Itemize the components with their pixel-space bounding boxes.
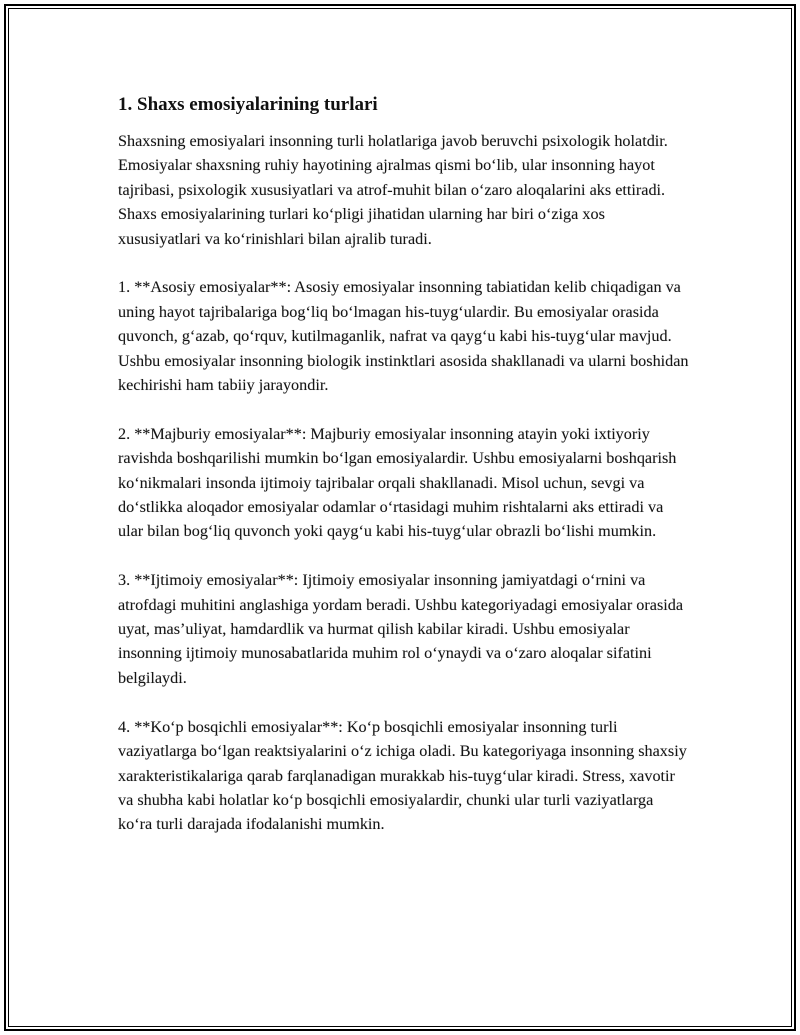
- paragraph-mandatory-emotions: 2. **Majburiy emosiyalar**: Majburiy emosiyalar insonning atayin yoki ixtiyoriy ravishda boshqarilishi mumkin bo‘lgan emosiyalardir. Ushbu emosiyalarni boshqarish ko‘nikmalari insonda ijtimoiy tajribalar orqali shakllanadi. Misol uchun, sevgi va do‘stlikka aloqador emosiyalar odamlar o‘rtasidagi muhim rishtalarni aks ettiradi va ular bilan bog‘liq quvonch yoki qayg‘u kabi his-tuyg‘ular obrazli bo‘lishi mumkin.: [118, 424, 677, 541]
- document-body: [118, 93, 690, 861]
- section-heading: 1. Shaxs emosiyalarining turlari: [118, 94, 378, 115]
- paragraph-basic-emotions: 1. **Asosiy emosiyalar**: Asosiy emosiyalar insonning tabiatidan kelib chiqadigan va uning hayot tajribalariga bog‘liq bo‘lmagan his-tuyg‘ulardir. Bu emosiyalar orasida quvonch, g‘azab, qo‘rquv, kutilmaganlik, nafrat va qayg‘u kabi his-tuyg‘ular mavjud. Ushbu emosiyalar insonning biologik instinktlari asosida shakllanadi va ularni boshidan kechirishi ham tabiiy jarayondir.: [118, 278, 689, 395]
- paragraph-social-emotions: 3. **Ijtimoiy emosiyalar**: Ijtimoiy emosiyalar insonning jamiyatdagi o‘rnini va atrofdagi muhitini anglashiga yordam beradi. Ushbu kategoriyadagi emosiyalar orasida uyat, mas’uliyat, hamdardlik va hurmat qilish kabilar kiradi. Ushbu emosiyalar insonning ijtimoiy munosabatlarida muhim rol o‘ynaydi va o‘zaro aloqalar sifatini belgilaydi.: [118, 571, 684, 687]
- paragraph-multistage-emotions: 4. **Ko‘p bosqichli emosiyalar**: Ko‘p bosqichli emosiyalar insonning turli vaziyatlarga bo‘lgan reaktsiyalarini o‘z ichiga oladi. Bu kategoriyaga insonning shaxsiy xarakteristikalariga qarab farqlanadigan murakkab his-tuyg‘ular kiradi. Stress, xavotir va shubha kabi holatlar ko‘p bosqichli emosiyalardir, chunki ular turli vaziyatlarga ko‘ra turli darajada ifodalanishi mumkin.: [118, 717, 687, 834]
- intro-paragraph: Shaxsning emosiyalari insonning turli holatlariga javob beruvchi psixologik holatdir. Emosiyalar shaxsning ruhiy hayotining ajralmas qismi bo‘lib, ular insonning hayot tajribasi, psixologik xususiyatlari va atrof-muhit bilan o‘zaro aloqalarini aks ettiradi. Shaxs emosiyalarining turlari ko‘pligi jihatidan ularning har biri o‘ziga xos xususiyatlari va ko‘rinishlari bilan ajralib turadi.: [118, 132, 668, 248]
